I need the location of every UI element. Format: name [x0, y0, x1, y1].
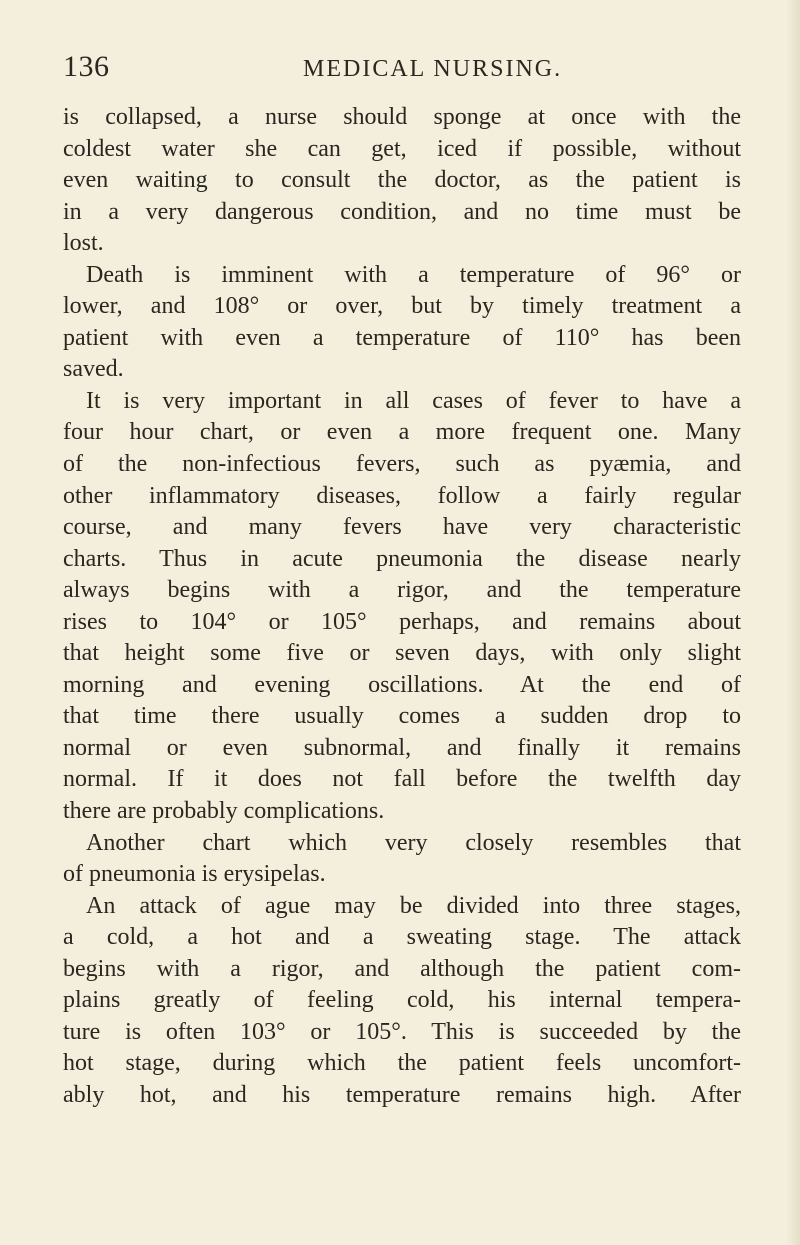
body-text [63, 102, 741, 1112]
text-line: always begins with a rigor, and the temperature [63, 577, 741, 604]
text-line: rises to 104° or 105° perhaps, and remains about [63, 608, 741, 635]
text-line: coldest water she can get, iced if possible, without [63, 135, 741, 162]
text-line: An attack of ague may be divided into three stages, [86, 892, 741, 919]
text-line: course, and many fevers have very characteristic [63, 514, 741, 541]
text-line: It is very important in all cases of fever to have a [86, 387, 741, 414]
text-line: morning and evening oscillations. At the end of [63, 671, 741, 698]
text-line: in a very dangerous condition, and no time must be [63, 198, 741, 225]
text-line: ably hot, and his temperature remains high. After [63, 1081, 741, 1108]
text-line: is collapsed, a nurse should sponge at once with the [63, 104, 741, 130]
page-number: 136 [63, 50, 110, 83]
text-line: of pneumonia is erysipelas. [63, 861, 326, 888]
text-line: lower, and 108° or over, but by timely treatment a [63, 293, 741, 320]
text-line: that height some five or seven days, with only slight [63, 640, 741, 667]
page-header [63, 50, 743, 90]
text-line: other inflammatory diseases, follow a fairly regular [63, 482, 741, 509]
text-line: normal or even subnormal, and finally it remains [63, 734, 741, 761]
text-line: a cold, a hot and a sweating stage. The attack [63, 924, 741, 951]
text-line: Another chart which very closely resembles that [86, 829, 741, 856]
text-line: of the non-infectious fevers, such as pyæmia, and [63, 451, 741, 478]
text-line: charts. Thus in acute pneumonia the disease nearly [63, 545, 741, 572]
text-line: ture is often 103° or 105°. This is succeeded by the [63, 1018, 741, 1045]
page-edge-shadow [786, 0, 800, 1245]
text-line: even waiting to consult the doctor, as the patient is [63, 167, 741, 194]
text-line: patient with even a temperature of 110° has been [63, 324, 741, 351]
text-line: that time there usually comes a sudden drop to [63, 703, 741, 730]
text-line: begins with a rigor, and although the patient com- [63, 955, 741, 982]
text-line: normal. If it does not fall before the twelfth day [63, 766, 741, 793]
text-line: plains greatly of feeling cold, his internal tempera- [63, 987, 741, 1014]
text-line: four hour chart, or even a more frequent one. Many [63, 419, 741, 446]
running-head: MEDICAL NURSING. [303, 56, 563, 82]
text-line: saved. [63, 356, 124, 383]
text-line: Death is imminent with a temperature of 96° or [86, 261, 741, 288]
text-line: there are probably complications. [63, 798, 385, 825]
text-line: lost. [63, 230, 104, 257]
text-line: hot stage, during which the patient feels uncomfort- [63, 1050, 741, 1077]
